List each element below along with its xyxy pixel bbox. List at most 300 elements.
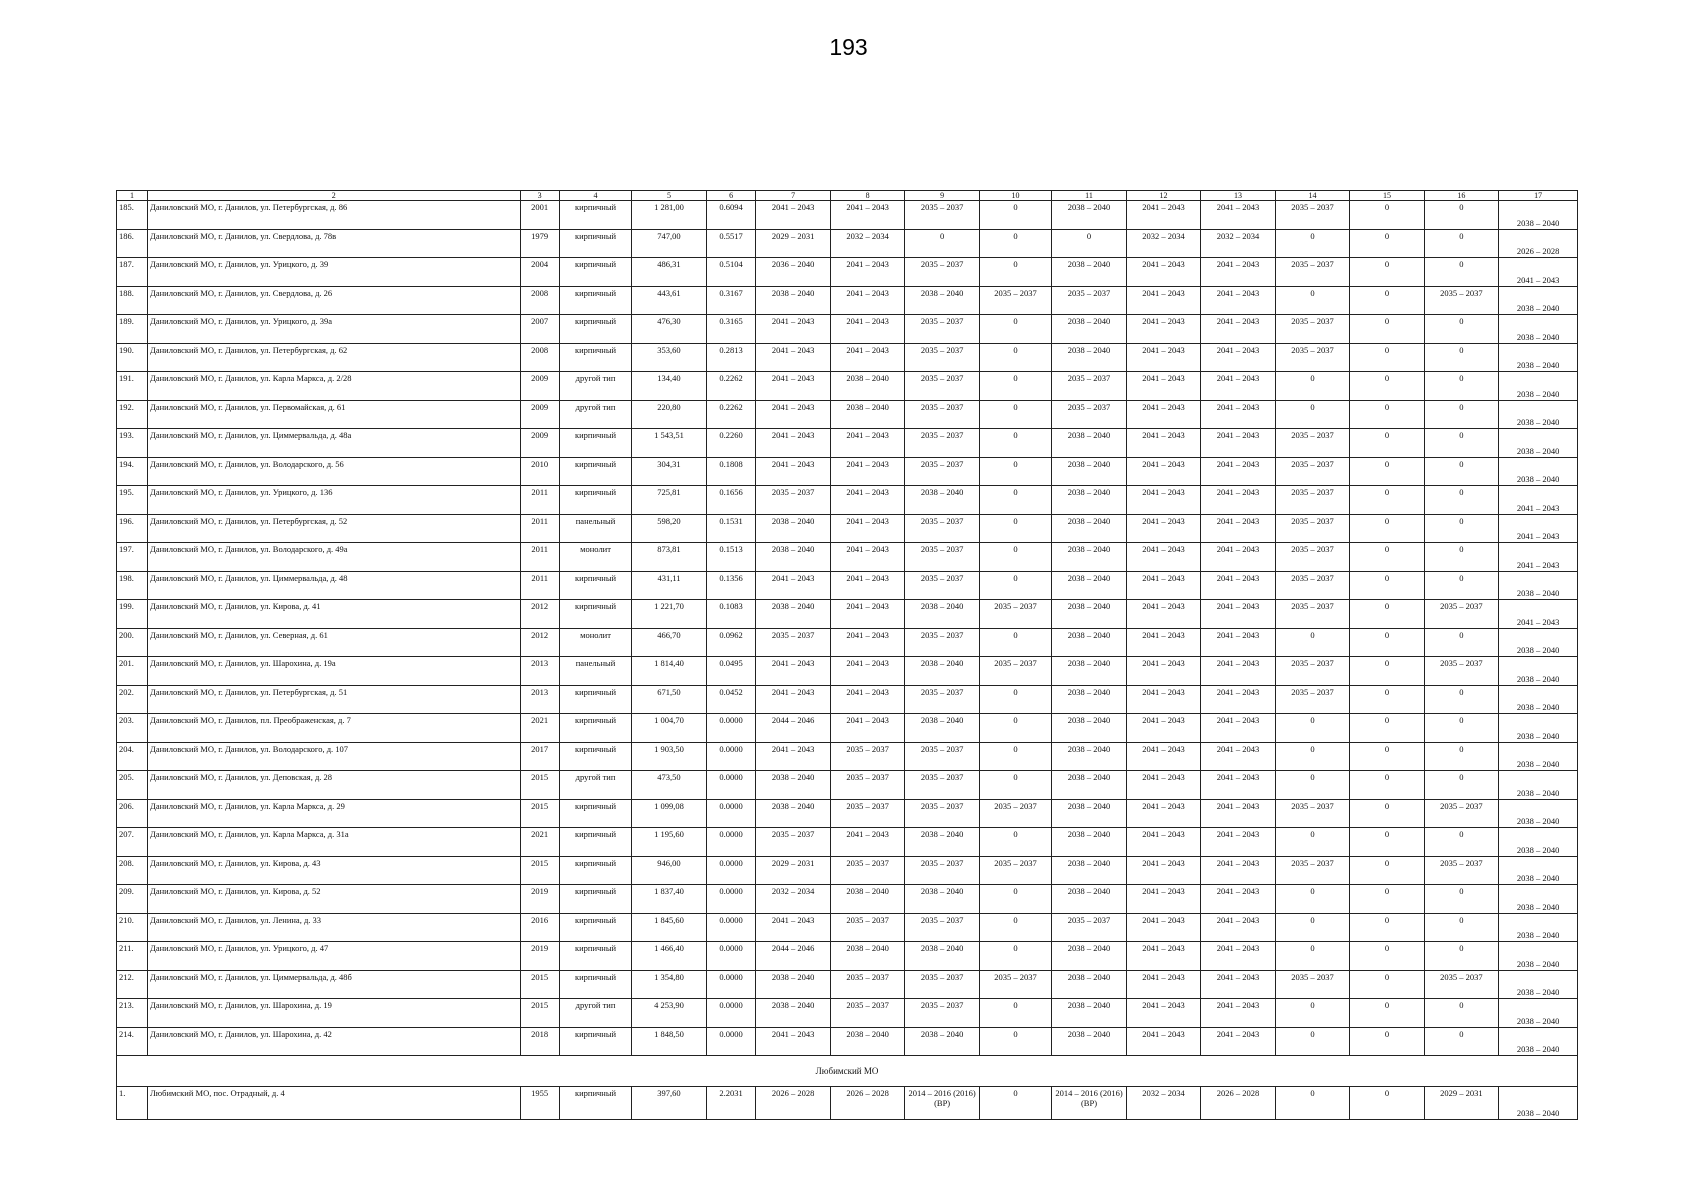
table-cell: 2038 – 2040	[756, 514, 830, 543]
table-row	[117, 201, 1578, 230]
row-number-cell: 206.	[117, 799, 148, 828]
table-cell: 2015	[520, 856, 559, 885]
page-number: 193	[829, 34, 868, 60]
table-cell: 2041 – 2043	[830, 543, 904, 572]
table-cell: 0	[1350, 201, 1424, 230]
table-cell: 2038 – 2040	[905, 828, 979, 857]
table-cell: 2029 – 2031	[1424, 1087, 1498, 1120]
table-cell: 2035 – 2037	[1275, 600, 1349, 629]
address-cell: Даниловский МО, г. Данилов, ул. Кирова, д. 41	[148, 600, 520, 629]
table-cell: 2011	[520, 543, 559, 572]
table-cell: 2038 – 2040	[1499, 628, 1578, 657]
table-cell: кирпичный	[559, 714, 631, 743]
address-cell: Даниловский МО, г. Данилов, ул. Кирова, д. 43	[148, 856, 520, 885]
table-cell: 2041 – 2043	[1126, 771, 1200, 800]
column-number-cell: 14	[1275, 191, 1349, 201]
table-cell: кирпичный	[559, 742, 631, 771]
table-cell: 0.1656	[706, 486, 756, 515]
table-cell: 2044 – 2046	[756, 942, 830, 971]
table-cell: кирпичный	[559, 486, 631, 515]
table-cell: 0	[979, 942, 1051, 971]
table-cell: 0.2260	[706, 429, 756, 458]
address-cell: Даниловский МО, г. Данилов, ул. Циммервальда, д. 48а	[148, 429, 520, 458]
table-cell: 2035 – 2037	[905, 514, 979, 543]
column-number-cell: 7	[756, 191, 830, 201]
table-cell: 2035 – 2037	[1275, 543, 1349, 572]
table-cell: 2038 – 2040	[756, 600, 830, 629]
column-number-cell: 16	[1424, 191, 1498, 201]
table-cell: 2014 – 2016 (2016) (ВР)	[905, 1087, 979, 1120]
table-cell: 2041 – 2043	[1201, 343, 1275, 372]
table-cell: 0	[1275, 286, 1349, 315]
table-cell: 2019	[520, 885, 559, 914]
table-cell: 2019	[520, 942, 559, 971]
table-cell: 0	[1424, 714, 1498, 743]
table-cell: 2041 – 2043	[1126, 657, 1200, 686]
row-number-cell: 198.	[117, 571, 148, 600]
table-cell: 2035 – 2037	[756, 486, 830, 515]
table-cell: кирпичный	[559, 343, 631, 372]
table-cell: 2041 – 2043	[1201, 942, 1275, 971]
row-number-cell: 204.	[117, 742, 148, 771]
table-cell: 2038 – 2040	[1499, 885, 1578, 914]
table-cell: 0	[1350, 400, 1424, 429]
table-cell: 0.0962	[706, 628, 756, 657]
table-cell: 0	[979, 571, 1051, 600]
table-cell: 2041 – 2043	[830, 286, 904, 315]
table-cell: 0	[1350, 799, 1424, 828]
table-cell: 0	[979, 1027, 1051, 1056]
table-cell: 0	[979, 913, 1051, 942]
table-cell: 2041 – 2043	[1201, 514, 1275, 543]
table-cell: 2041 – 2043	[830, 486, 904, 515]
table-cell: 2035 – 2037	[1052, 913, 1126, 942]
table-cell: 0.1356	[706, 571, 756, 600]
table-cell: кирпичный	[559, 685, 631, 714]
table-row	[117, 714, 1578, 743]
table-cell: 0	[1275, 942, 1349, 971]
address-cell: Даниловский МО, г. Данилов, ул. Кирова, д. 52	[148, 885, 520, 914]
table-cell: 2038 – 2040	[1499, 828, 1578, 857]
table-cell: 2041 – 2043	[1499, 600, 1578, 629]
table-cell: 2038 – 2040	[1052, 771, 1126, 800]
row-number-cell: 1.	[117, 1087, 148, 1120]
table-cell: 2041 – 2043	[830, 315, 904, 344]
table-cell: 598,20	[632, 514, 706, 543]
table-cell: 2035 – 2037	[905, 543, 979, 572]
row-number-cell: 205.	[117, 771, 148, 800]
table-cell: кирпичный	[559, 429, 631, 458]
table-cell: 2015	[520, 771, 559, 800]
table-cell: 473,50	[632, 771, 706, 800]
table-cell: 2038 – 2040	[1052, 714, 1126, 743]
table-cell: кирпичный	[559, 970, 631, 999]
table-cell: 2026 – 2028	[756, 1087, 830, 1120]
column-number-cell: 13	[1201, 191, 1275, 201]
table-cell: 2038 – 2040	[830, 942, 904, 971]
table-cell: 2035 – 2037	[905, 970, 979, 999]
row-number-cell: 192.	[117, 400, 148, 429]
table-cell: 2038 – 2040	[1052, 942, 1126, 971]
table-cell: 0	[1350, 457, 1424, 486]
table-cell: 2035 – 2037	[979, 970, 1051, 999]
table-cell: 0	[1350, 315, 1424, 344]
table-cell: 2035 – 2037	[905, 372, 979, 401]
table-cell: 2041 – 2043	[830, 514, 904, 543]
table-cell: 0	[979, 343, 1051, 372]
table-cell: 2041 – 2043	[1201, 372, 1275, 401]
table-cell: 1 281,00	[632, 201, 706, 230]
table-cell: другой тип	[559, 771, 631, 800]
table-cell: 2035 – 2037	[1275, 856, 1349, 885]
table-row	[117, 913, 1578, 942]
table-cell: 2041 – 2043	[830, 685, 904, 714]
table-cell: 0	[1350, 286, 1424, 315]
table-cell: 2029 – 2031	[756, 229, 830, 258]
table-cell: 0	[1350, 999, 1424, 1028]
table-cell: 2038 – 2040	[1052, 856, 1126, 885]
address-cell: Даниловский МО, г. Данилов, ул. Урицкого, д. 47	[148, 942, 520, 971]
table-row	[117, 628, 1578, 657]
table-cell: 2038 – 2040	[905, 657, 979, 686]
address-cell: Даниловский МО, г. Данилов, ул. Володарского, д. 49а	[148, 543, 520, 572]
table-cell: 2041 – 2043	[830, 429, 904, 458]
table-cell: 2038 – 2040	[1052, 571, 1126, 600]
table-cell: 0	[1350, 856, 1424, 885]
table-cell: 0	[1350, 970, 1424, 999]
table-cell: 2026 – 2028	[830, 1087, 904, 1120]
address-cell: Даниловский МО, г. Данилов, пл. Преображенская, д. 7	[148, 714, 520, 743]
table-cell: 2035 – 2037	[905, 343, 979, 372]
table-cell: панельный	[559, 657, 631, 686]
table-cell: кирпичный	[559, 571, 631, 600]
table-cell: 0	[1350, 543, 1424, 572]
table-cell: 397,60	[632, 1087, 706, 1120]
table-cell: 2007	[520, 315, 559, 344]
table-cell: 2004	[520, 258, 559, 287]
table-row	[117, 258, 1578, 287]
table-cell: 2041 – 2043	[1201, 628, 1275, 657]
table-cell: 0	[1275, 913, 1349, 942]
table-cell: 476,30	[632, 315, 706, 344]
table-cell: 2038 – 2040	[905, 286, 979, 315]
table-cell: 0	[979, 714, 1051, 743]
address-cell: Даниловский МО, г. Данилов, ул. Циммервальда, д. 48б	[148, 970, 520, 999]
table-cell: 0	[979, 771, 1051, 800]
table-cell: 0	[1275, 885, 1349, 914]
table-cell: 2035 – 2037	[979, 657, 1051, 686]
table-cell: 2041 – 2043	[1126, 400, 1200, 429]
table-cell: 2035 – 2037	[1275, 685, 1349, 714]
table-cell: 2041 – 2043	[1201, 970, 1275, 999]
table-cell: кирпичный	[559, 258, 631, 287]
table-cell: 0	[979, 486, 1051, 515]
table-cell: 671,50	[632, 685, 706, 714]
table-cell: другой тип	[559, 400, 631, 429]
table-cell: 2041 – 2043	[1201, 771, 1275, 800]
table-cell: 2035 – 2037	[905, 999, 979, 1028]
table-cell: 2038 – 2040	[1499, 942, 1578, 971]
table-cell: 2041 – 2043	[1126, 201, 1200, 230]
table-cell: 0	[1350, 429, 1424, 458]
table-cell: 2041 – 2043	[830, 600, 904, 629]
table-cell: 2041 – 2043	[1126, 429, 1200, 458]
table-cell: 2038 – 2040	[1052, 685, 1126, 714]
table-cell: 0	[1350, 258, 1424, 287]
row-number-cell: 202.	[117, 685, 148, 714]
table-cell: 0	[979, 514, 1051, 543]
row-number-cell: 201.	[117, 657, 148, 686]
table-cell: 2001	[520, 201, 559, 230]
table-cell: 0.1513	[706, 543, 756, 572]
table-cell: 0.1083	[706, 600, 756, 629]
table-cell: 2041 – 2043	[756, 429, 830, 458]
table-cell: 2035 – 2037	[1424, 970, 1498, 999]
table-cell: 2035 – 2037	[1424, 856, 1498, 885]
table-cell: 1 221,70	[632, 600, 706, 629]
table-cell: 2041 – 2043	[1201, 201, 1275, 230]
table-cell: 2038 – 2040	[905, 885, 979, 914]
table-cell: 873,81	[632, 543, 706, 572]
table-cell: 2035 – 2037	[830, 771, 904, 800]
address-cell: Даниловский МО, г. Данилов, ул. Шарохина, д. 42	[148, 1027, 520, 1056]
table-cell: 2035 – 2037	[1424, 600, 1498, 629]
table-cell: 0	[1424, 315, 1498, 344]
table-cell: 0	[1424, 457, 1498, 486]
table-cell: 2035 – 2037	[1275, 571, 1349, 600]
table-cell: 2038 – 2040	[756, 771, 830, 800]
table-cell: 2038 – 2040	[756, 999, 830, 1028]
address-cell: Даниловский МО, г. Данилов, ул. Деповская, д. 28	[148, 771, 520, 800]
table-cell: 2041 – 2043	[1126, 799, 1200, 828]
table-cell: 0.2262	[706, 372, 756, 401]
table-cell: 0.0452	[706, 685, 756, 714]
table-cell: 443,61	[632, 286, 706, 315]
table-cell: 2041 – 2043	[756, 1027, 830, 1056]
table-row	[117, 457, 1578, 486]
table-cell: 0.0000	[706, 771, 756, 800]
table-cell: 2038 – 2040	[1052, 885, 1126, 914]
table-cell: 2035 – 2037	[756, 828, 830, 857]
table-row	[117, 742, 1578, 771]
table-cell: 2041 – 2043	[1126, 315, 1200, 344]
address-cell: Даниловский МО, г. Данилов, ул. Шарохина, д. 19а	[148, 657, 520, 686]
table-cell: 2038 – 2040	[830, 885, 904, 914]
table-cell: 0	[1424, 343, 1498, 372]
table-cell: 0.0000	[706, 885, 756, 914]
table-cell: 0	[979, 201, 1051, 230]
table-cell: 2041 – 2043	[1201, 913, 1275, 942]
table-cell: 2038 – 2040	[1499, 400, 1578, 429]
table-cell: 2038 – 2040	[830, 400, 904, 429]
table-cell: 2041 – 2043	[1201, 600, 1275, 629]
table-row	[117, 600, 1578, 629]
table-row	[117, 1027, 1578, 1056]
table-cell: 0	[979, 229, 1051, 258]
table-cell: 2038 – 2040	[1052, 828, 1126, 857]
column-number-cell: 3	[520, 191, 559, 201]
table-cell: 0	[1275, 628, 1349, 657]
table-cell: 2035 – 2037	[905, 571, 979, 600]
table-cell: 0	[1424, 372, 1498, 401]
table-cell: 2038 – 2040	[905, 1027, 979, 1056]
table-cell: 2038 – 2040	[1499, 1027, 1578, 1056]
table-cell: 2035 – 2037	[979, 600, 1051, 629]
table-cell: 2035 – 2037	[1275, 258, 1349, 287]
table-cell: 2041 – 2043	[1201, 1027, 1275, 1056]
table-cell: 0	[1275, 714, 1349, 743]
table-row	[117, 885, 1578, 914]
address-cell: Даниловский МО, г. Данилов, ул. Северная, д. 61	[148, 628, 520, 657]
table-cell: 466,70	[632, 628, 706, 657]
table-cell: 0	[1275, 999, 1349, 1028]
table-cell: 0	[905, 229, 979, 258]
table-cell: 0.0000	[706, 799, 756, 828]
table-cell: 2041 – 2043	[830, 457, 904, 486]
table-cell: кирпичный	[559, 201, 631, 230]
table-cell: 0	[979, 828, 1051, 857]
table-cell: 2041 – 2043	[1201, 885, 1275, 914]
table-cell: 1 848,50	[632, 1027, 706, 1056]
table-cell: 0	[1350, 1027, 1424, 1056]
table-cell: 2038 – 2040	[1499, 771, 1578, 800]
table-cell: 431,11	[632, 571, 706, 600]
table-cell: 2041 – 2043	[1201, 685, 1275, 714]
table-cell: 2035 – 2037	[756, 628, 830, 657]
address-cell: Даниловский МО, г. Данилов, ул. Петербургская, д. 86	[148, 201, 520, 230]
table-cell: 2041 – 2043	[1126, 486, 1200, 515]
table-cell: 0	[1424, 942, 1498, 971]
table-cell: 2012	[520, 628, 559, 657]
table-cell: 2035 – 2037	[1052, 286, 1126, 315]
table-row	[117, 771, 1578, 800]
table-cell: 2038 – 2040	[1499, 856, 1578, 885]
column-number-cell: 12	[1126, 191, 1200, 201]
table-cell: 0	[1350, 657, 1424, 686]
table-cell: 2041 – 2043	[1499, 258, 1578, 287]
table-cell: 0	[1275, 771, 1349, 800]
table-cell: 0	[1052, 229, 1126, 258]
table-cell: 2017	[520, 742, 559, 771]
table-cell: 2015	[520, 999, 559, 1028]
table-row	[117, 685, 1578, 714]
table-cell: кирпичный	[559, 457, 631, 486]
address-cell: Даниловский МО, г. Данилов, ул. Урицкого, д. 39а	[148, 315, 520, 344]
table-cell: 2036 – 2040	[756, 258, 830, 287]
row-number-cell: 199.	[117, 600, 148, 629]
table-cell: 0	[1424, 201, 1498, 230]
table-cell: 0.0000	[706, 970, 756, 999]
row-number-cell: 200.	[117, 628, 148, 657]
row-number-cell: 190.	[117, 343, 148, 372]
table-cell: 0.1808	[706, 457, 756, 486]
row-number-cell: 197.	[117, 543, 148, 572]
table-cell: 2038 – 2040	[1499, 742, 1578, 771]
table-cell: 2041 – 2043	[1201, 999, 1275, 1028]
table-cell: 2032 – 2034	[1201, 229, 1275, 258]
table-cell: 0	[1350, 885, 1424, 914]
table-cell: 2041 – 2043	[1201, 657, 1275, 686]
table-cell: 486,31	[632, 258, 706, 287]
table-cell: 2038 – 2040	[1499, 457, 1578, 486]
table-cell: другой тип	[559, 372, 631, 401]
table-cell: 134,40	[632, 372, 706, 401]
row-number-cell: 193.	[117, 429, 148, 458]
table-cell: 0	[979, 685, 1051, 714]
table-cell: 2038 – 2040	[1052, 742, 1126, 771]
table-cell: 0.0000	[706, 742, 756, 771]
table-cell: 2038 – 2040	[1499, 970, 1578, 999]
table-cell: 1 466,40	[632, 942, 706, 971]
column-number-cell: 4	[559, 191, 631, 201]
table-cell: 0	[1350, 1087, 1424, 1120]
table-cell: 2038 – 2040	[905, 714, 979, 743]
column-number-cell: 9	[905, 191, 979, 201]
table-cell: 0	[1424, 685, 1498, 714]
table-row	[117, 657, 1578, 686]
table-cell: 0	[979, 457, 1051, 486]
table-cell: 2041 – 2043	[756, 400, 830, 429]
table-row	[117, 429, 1578, 458]
table-cell: 0.3167	[706, 286, 756, 315]
table-cell: 2038 – 2040	[905, 486, 979, 515]
table-cell: 0	[1350, 343, 1424, 372]
table-cell: кирпичный	[559, 913, 631, 942]
table-cell: 304,31	[632, 457, 706, 486]
table-cell: 2041 – 2043	[1201, 429, 1275, 458]
table-cell: 0	[979, 429, 1051, 458]
table-cell: кирпичный	[559, 315, 631, 344]
table-cell: 2041 – 2043	[1126, 543, 1200, 572]
table-cell: 2009	[520, 400, 559, 429]
table-cell: 2035 – 2037	[1275, 201, 1349, 230]
table-row	[117, 1087, 1578, 1120]
table-cell: 0	[1275, 400, 1349, 429]
table-cell: 2029 – 2031	[756, 856, 830, 885]
table-cell: 0.2813	[706, 343, 756, 372]
table-cell: 2032 – 2034	[756, 885, 830, 914]
table-row	[117, 970, 1578, 999]
table-cell: 2041 – 2043	[1126, 258, 1200, 287]
table-cell: 2041 – 2043	[1126, 286, 1200, 315]
table-cell: 2035 – 2037	[830, 742, 904, 771]
table-cell: 2035 – 2037	[905, 201, 979, 230]
row-number-cell: 187.	[117, 258, 148, 287]
table-cell: 2038 – 2040	[1499, 913, 1578, 942]
table-cell: 2035 – 2037	[830, 999, 904, 1028]
table-cell: 2038 – 2040	[1499, 657, 1578, 686]
table-cell: 2038 – 2040	[1052, 600, 1126, 629]
table-cell: 2021	[520, 714, 559, 743]
table-cell: 2038 – 2040	[1499, 429, 1578, 458]
table-cell: 2038 – 2040	[1499, 343, 1578, 372]
table-cell: 2038 – 2040	[1052, 657, 1126, 686]
table-cell: 0	[1275, 372, 1349, 401]
table-cell: 2041 – 2043	[1126, 372, 1200, 401]
table-cell: 2038 – 2040	[1052, 1027, 1126, 1056]
table-cell: 2012	[520, 600, 559, 629]
table-cell: 2041 – 2043	[830, 628, 904, 657]
table-cell: 2038 – 2040	[1052, 315, 1126, 344]
column-number-cell: 5	[632, 191, 706, 201]
address-cell: Даниловский МО, г. Данилов, ул. Карла Маркса, д. 2/28	[148, 372, 520, 401]
table-cell: 2013	[520, 657, 559, 686]
table-row	[117, 828, 1578, 857]
table-cell: 725,81	[632, 486, 706, 515]
column-number-cell: 1	[117, 191, 148, 201]
table-cell: 2041 – 2043	[756, 315, 830, 344]
table-cell: 2009	[520, 372, 559, 401]
